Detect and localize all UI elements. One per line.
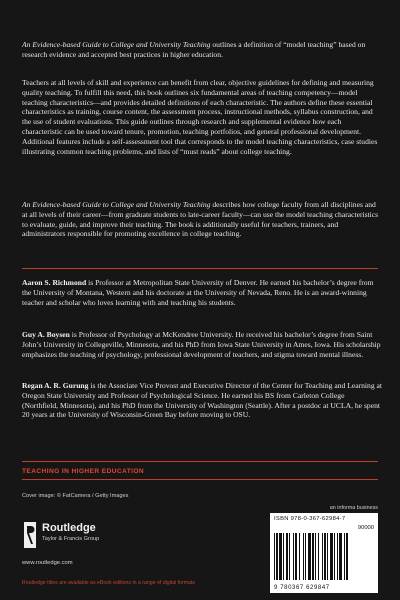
barcode-bar: [279, 533, 282, 580]
blurb-intro: [22, 40, 382, 60]
barcode-bar: [299, 533, 300, 580]
divider-series: [22, 461, 378, 462]
blurb-description: Teachers at all levels of skill and experience can benefit from clear, objective guidelines for defining and measuring quality teaching. To fulfill this need, this book outlines six fundamental areas of teaching competency—model teaching characteristics—and provides detailed definitions of each characteristic. The authors define these essential characteristics as training, course content, the assessment process, instructional methods, syllabus construction, and the use of student evaluations. This guide outlines through research and supplemental evidence how each characteristic can be used toward tenure, promotion, teaching portfolios, and general professional development. Additional features include a self-assessment tool that corresponds to the model teaching characteristics, case studies illustrating common teaching problems, and lists of “must reads” about college teaching.: [22, 78, 378, 156]
series-title: TEACHING IN HIGHER EDUCATION: [22, 468, 145, 475]
barcode-bar: [293, 533, 294, 580]
author-bio-1: [22, 278, 382, 307]
author-bio-text: is the Associate Vice Provost and Executive Director of the Center for Teaching and Learning at Oregon State University and Professor of Psychological Science. He earned his BS from Carleton College (Northfield, Minnesota), and his PhD from the University of Washington (Seattle). After a postdoc at UCLA, he spent 20 years at the University of Wisconsin-Green Bay before moving to OSU.: [22, 381, 382, 420]
ebook-footer: Routledge titles are available as eBook editions in a range of digital formats: [22, 580, 196, 586]
barcode-bar: [346, 533, 348, 580]
barcode-bar: [276, 533, 278, 580]
book-title-italic: An Evidence-based Guide to College and University Teaching: [22, 200, 211, 209]
barcode-bar: [322, 533, 323, 580]
barcode-bar: [303, 533, 304, 580]
barcode-bar: [324, 533, 326, 580]
author-bio-2: [22, 330, 382, 359]
barcode-bar: [312, 533, 314, 580]
routledge-logo: [22, 520, 132, 556]
barcode-bar: [274, 533, 275, 580]
blurb-audience-text: describes how college faculty from all disciplines and at all levels of their career—from graduate students to late-career faculty—can use the model teaching characteristics to evaluate, guide, and improve their teaching. The book is additionally useful for teachers, trainers, and administrators responsible for promoting excellence in college teaching.: [22, 200, 379, 239]
price-code: 90000: [357, 525, 374, 531]
informa-business: an informa business: [329, 505, 378, 511]
barcode-bar: [344, 533, 345, 580]
blurb-intro-text: outlines a definition of “model teaching” based on research evidence and accepted best practices in higher education.: [22, 40, 366, 59]
barcode-bar: [315, 533, 316, 580]
barcode-bar: [327, 533, 328, 580]
author-name: Guy A. Boysen: [22, 330, 70, 339]
publisher-url[interactable]: www.routledge.com: [22, 560, 73, 566]
barcode-bar: [334, 533, 335, 580]
barcode-bar: [339, 533, 342, 580]
barcode: [270, 513, 378, 593]
barcode-bar: [289, 533, 290, 580]
author-bio-text: is Professor of Psychology at McKendree University. He received his bachelor’s degree from Saint John’s University in Collegeville, Minnesota, and his PhD from Iowa State University in Ames, Iowa. His scholarship emphasizes the teaching of psychology, professional development of teachers, and stigma toward mental illness.: [22, 330, 381, 359]
divider-top: [22, 268, 378, 269]
barcode-bar: [305, 533, 306, 580]
barcode-bar: [337, 533, 338, 580]
book-title-italic: An Evidence-based Guide to College and University Teaching: [22, 40, 211, 49]
divider-bottom: [22, 479, 378, 480]
author-name: Aaron S. Richmond: [22, 278, 87, 287]
barcode-bar: [283, 533, 284, 580]
barcode-bar: [308, 533, 311, 580]
cover-credit: Cover image: © FatCamera / Getty Images: [22, 493, 129, 499]
publisher-name: Routledge: [42, 522, 96, 534]
routledge-mark-icon: [22, 522, 38, 548]
barcode-bar: [330, 533, 333, 580]
isbn-line: ISBN 978-0-367-62984-7: [274, 516, 346, 522]
blurb-audience: [22, 200, 382, 239]
barcode-bars: [274, 533, 374, 580]
barcode-bar: [318, 533, 319, 580]
author-bio-text: is Professor at Metropolitan State University of Denver. He earned his bachelor’s degree from the University of Montana, Western and his doctorate at the University of Nevada, Reno. He is an award-winning teacher and scholar who loves learning with and teaching his students.: [22, 278, 374, 307]
barcode-bar: [295, 533, 297, 580]
publisher-group: Taylor & Francis Group: [42, 536, 100, 542]
barcode-bar: [286, 533, 288, 580]
barcode-digits: 9 780367 629847: [274, 585, 330, 591]
author-name: Regan A. R. Gurung: [22, 381, 89, 390]
author-bio-3: [22, 381, 382, 420]
